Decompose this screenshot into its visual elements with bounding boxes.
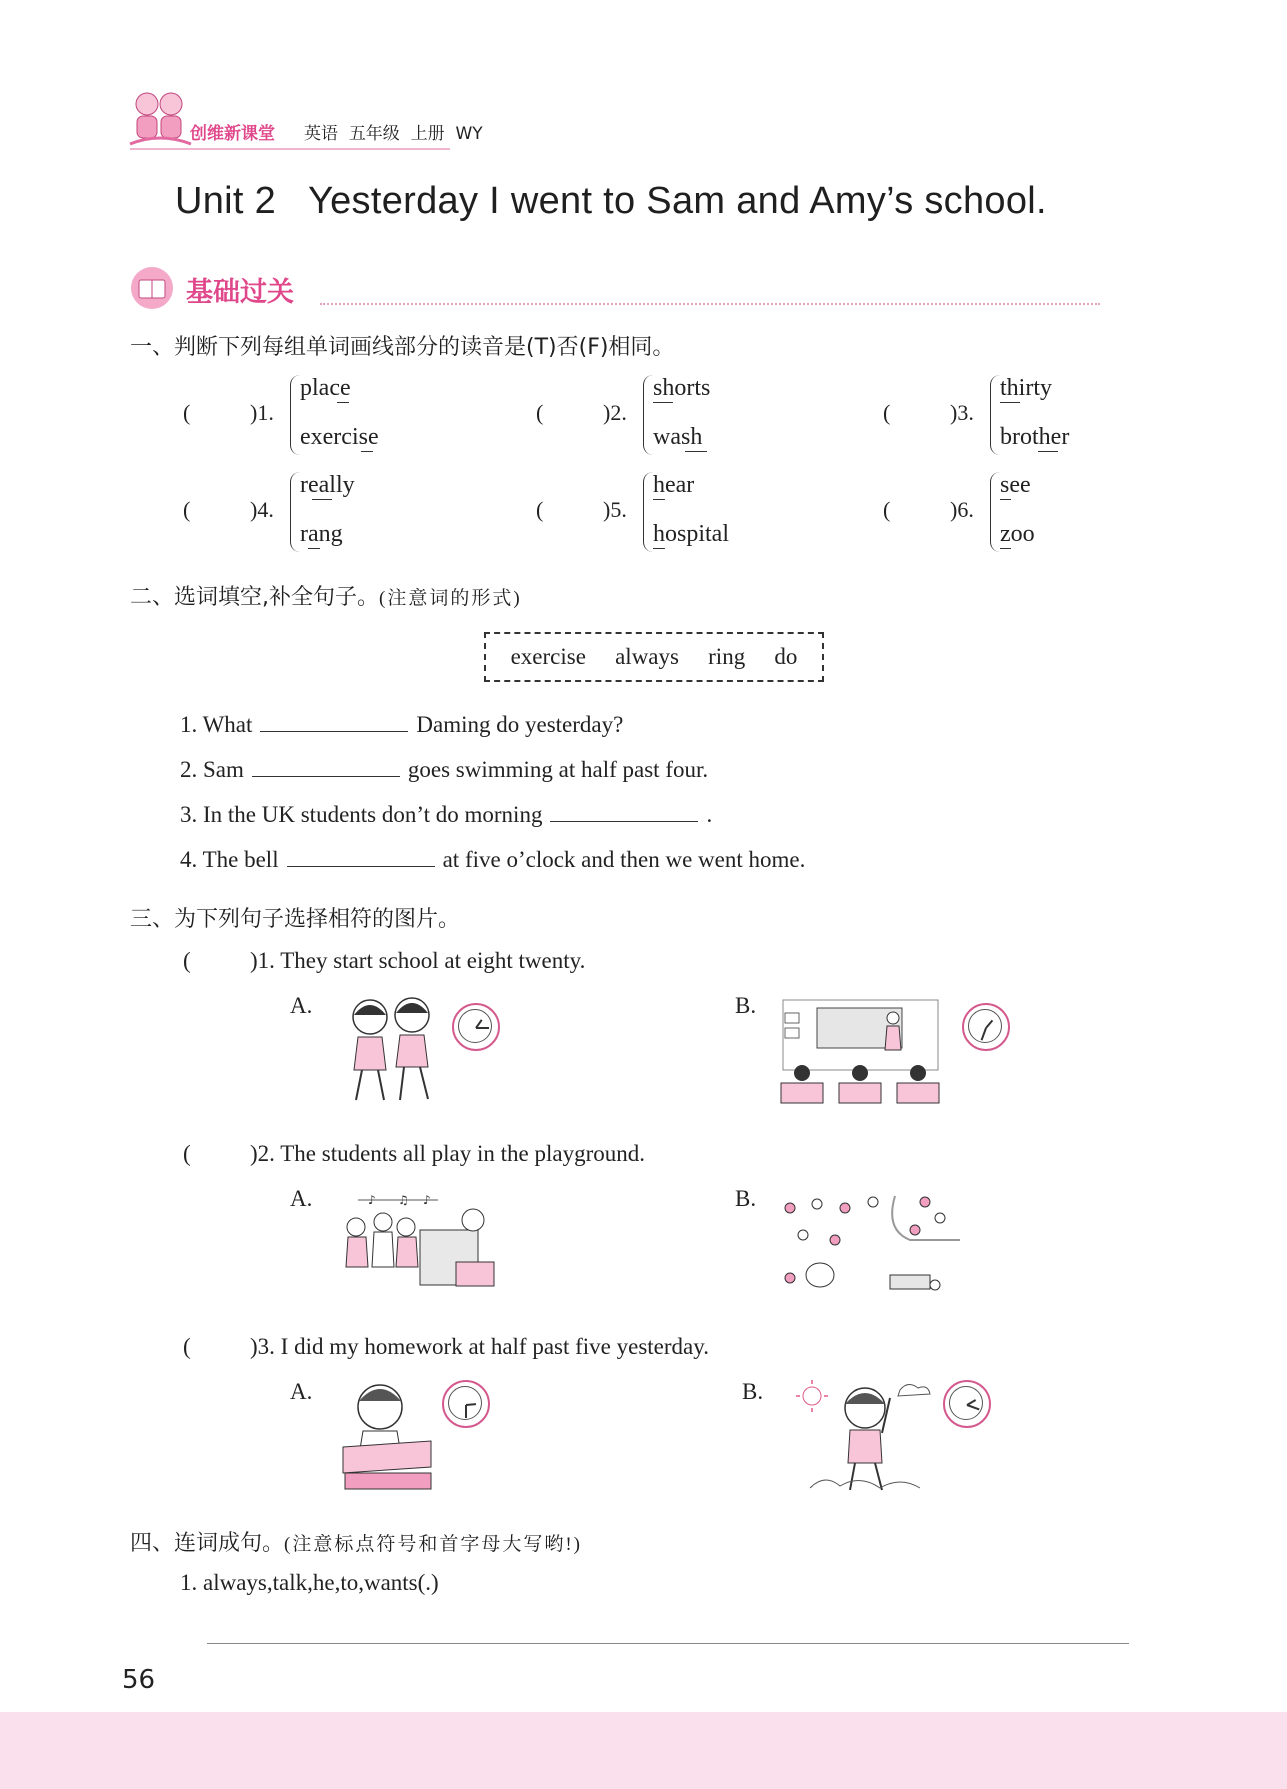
brace xyxy=(990,472,1000,552)
question-text: )2. The students all play in the playground. xyxy=(250,1141,645,1166)
option-b-label: B. xyxy=(735,993,757,1018)
footer-band xyxy=(0,1712,1287,1789)
edition: WY xyxy=(455,124,483,144)
clock-hand xyxy=(465,1405,467,1418)
grade: 五年级 xyxy=(348,124,400,144)
item-number: )3. xyxy=(950,400,974,425)
word-bank-item: exercise xyxy=(510,644,586,669)
brace xyxy=(990,375,1000,455)
question-text: )3. I did my homework at half past five yesterday. xyxy=(250,1334,710,1359)
clock-hand xyxy=(476,1027,489,1029)
word-bank xyxy=(484,632,824,682)
part2-title: 二、选词填空,补全句子。 xyxy=(130,585,379,610)
sentence-text: 3. In the UK students don’t do morning xyxy=(180,802,543,827)
boy-exercising-illustration[interactable] xyxy=(790,1378,940,1496)
word: see xyxy=(1000,472,1031,498)
brand-name: 创维新课堂 xyxy=(190,124,275,144)
unscramble-item: 1. always,talk,he,to,wants(.) xyxy=(180,1570,439,1595)
answer-paren-open: ( xyxy=(536,400,544,425)
item-number: )6. xyxy=(950,497,974,522)
answer-blank[interactable] xyxy=(287,848,435,867)
answer-paren-open: ( xyxy=(883,400,891,425)
boy-homework-illustration[interactable] xyxy=(335,1375,435,1493)
sentence xyxy=(180,712,623,738)
brace xyxy=(643,472,653,552)
mascot-logo xyxy=(125,88,195,148)
option-b-label: B. xyxy=(735,1186,757,1211)
part3-heading: 三、为下列句子选择相符的图片。 xyxy=(130,907,461,932)
playground-illustration[interactable] xyxy=(775,1190,960,1302)
underline-mark xyxy=(308,548,320,549)
word: shorts xyxy=(653,375,711,401)
section-badge-icon xyxy=(128,265,180,311)
word: zoo xyxy=(1000,521,1035,547)
word: place xyxy=(300,375,351,401)
sentence-text: goes swimming at half past four. xyxy=(407,757,709,782)
underline-mark xyxy=(1000,402,1020,403)
answer-paren-open: ( xyxy=(883,497,891,522)
underline-mark xyxy=(653,499,665,500)
sentence-text: . xyxy=(706,802,713,827)
answer-blank[interactable] xyxy=(550,803,698,822)
underline-mark xyxy=(337,402,349,403)
kids-walking-illustration[interactable] xyxy=(340,995,445,1107)
sentence-text: at five o’clock and then we went home. xyxy=(442,847,806,872)
word: thirty xyxy=(1000,375,1052,401)
item-number: )1. xyxy=(250,400,274,425)
word-bank-item: always xyxy=(615,644,679,669)
item-number: )2. xyxy=(603,400,627,425)
word: hospital xyxy=(653,521,729,547)
brace xyxy=(643,375,653,455)
underline-mark xyxy=(312,499,332,500)
part2-heading xyxy=(130,580,522,611)
answer-paren-open: ( xyxy=(183,1141,191,1166)
sentence-text: 4. The bell xyxy=(180,847,279,872)
part2-note: (注意词的形式) xyxy=(379,588,522,609)
music-class-illustration[interactable] xyxy=(338,1192,503,1297)
part4-note: (注意标点符号和首字母大写哟!) xyxy=(284,1534,582,1555)
option-a-label: A. xyxy=(290,1379,313,1404)
brace xyxy=(290,472,300,552)
question-text: )1. They start school at eight twenty. xyxy=(250,948,586,973)
underline-mark xyxy=(685,451,707,452)
underline-mark xyxy=(1038,451,1058,452)
clock-icon xyxy=(442,1380,490,1428)
word: brother xyxy=(1000,424,1070,450)
answer-paren-open: ( xyxy=(183,400,191,425)
answer-paren-open: ( xyxy=(183,497,191,522)
word: rang xyxy=(300,521,343,547)
answer-paren-open: ( xyxy=(536,497,544,522)
underline-mark xyxy=(361,451,373,452)
sentence xyxy=(180,802,712,828)
clock-icon xyxy=(962,1003,1010,1051)
option-b-label: B. xyxy=(742,1379,764,1404)
option-a-label: A. xyxy=(290,1186,313,1211)
option-a-label: A. xyxy=(290,993,313,1018)
svg-text:♪: ♪ xyxy=(368,1193,376,1207)
section-title: 基础过关 xyxy=(186,277,294,308)
book-meta xyxy=(304,119,483,144)
underline-mark xyxy=(653,548,665,549)
part4-heading xyxy=(130,1526,582,1557)
sentence-text: 2. Sam xyxy=(180,757,244,782)
underline-mark xyxy=(1000,548,1011,549)
underline-mark xyxy=(1000,499,1011,500)
sentence-text: 1. What xyxy=(180,712,253,737)
volume: 上册 xyxy=(410,124,445,144)
answer-paren-open: ( xyxy=(183,1334,191,1359)
answer-paren-open: ( xyxy=(183,948,191,973)
page-number: 56 xyxy=(122,1665,156,1695)
footer-rule xyxy=(207,1643,1129,1644)
item-number: )5. xyxy=(603,497,627,522)
item-number: )4. xyxy=(250,497,274,522)
part4-title: 四、连词成句。 xyxy=(130,1531,285,1556)
svg-text:♫: ♫ xyxy=(398,1193,409,1207)
svg-text:♪: ♪ xyxy=(423,1193,431,1207)
section-divider xyxy=(320,303,1100,305)
word-bank-item: ring xyxy=(708,644,746,669)
header-underline xyxy=(130,148,450,150)
clock-icon xyxy=(943,1380,991,1428)
part1-heading: 一、判断下列每组单词画线部分的读音是(T)否(F)相同。 xyxy=(130,335,675,360)
subject: 英语 xyxy=(304,124,338,144)
word: really xyxy=(300,472,355,498)
answer-blank[interactable] xyxy=(260,713,408,732)
word: wash xyxy=(653,424,703,450)
sentence xyxy=(180,757,708,783)
brace xyxy=(290,375,300,455)
word-bank-item: do xyxy=(774,644,798,669)
classroom-illustration[interactable] xyxy=(775,998,945,1110)
underline-mark xyxy=(653,402,673,403)
sentence-text: Daming do yesterday? xyxy=(416,712,624,737)
word: hear xyxy=(653,472,695,498)
clock-icon xyxy=(452,1003,500,1051)
unit-title: Unit 2 Yesterday I went to Sam and Amy’s school. xyxy=(175,180,1047,222)
word: exercise xyxy=(300,424,379,450)
sentence xyxy=(180,847,805,873)
answer-blank[interactable] xyxy=(252,758,400,777)
